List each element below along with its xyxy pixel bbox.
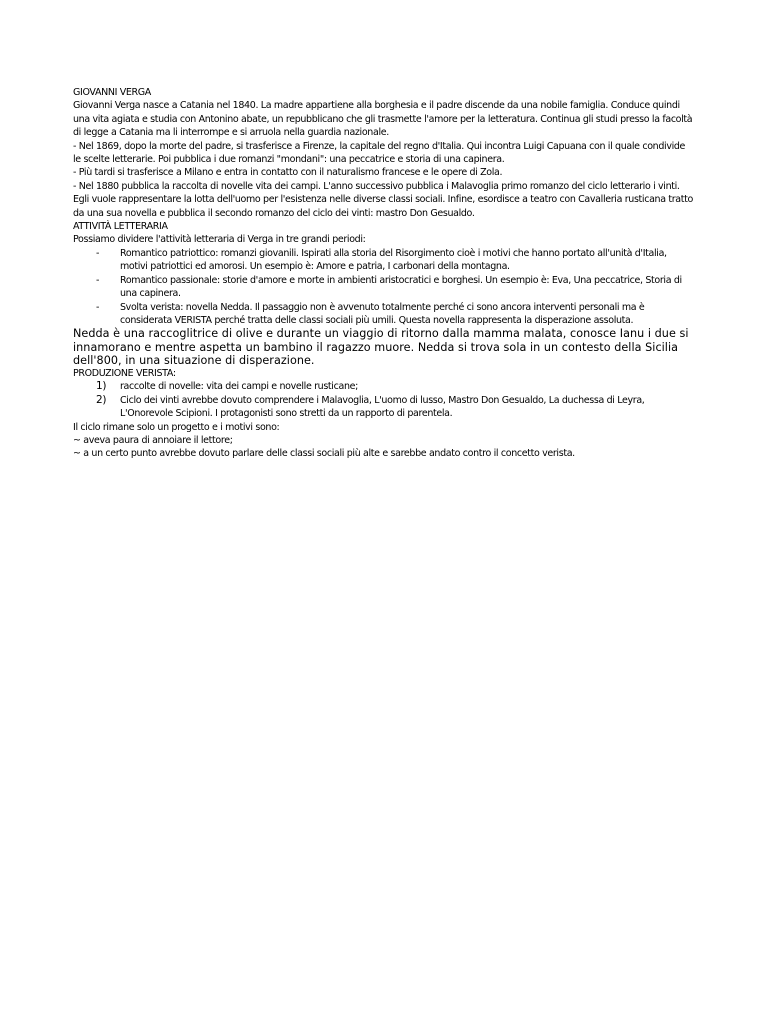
list-item [73, 380, 693, 393]
section-heading-activity: ATTIVITÀ LETTERARIA [73, 221, 168, 233]
number-marker: 2) [96, 393, 107, 406]
list-item [73, 301, 693, 328]
production-ciclo-vinti: Ciclo dei vinti avrebbe dovuto comprendere i Malavoglia, L'uomo di lusso, Mastro Don Gesualdo, La duchessa di Leyra, L'Onorevole Scipioni. I protagonisti sono stretti da un rapporto di parentela. [120, 394, 645, 420]
list-item [73, 247, 693, 274]
list-item [73, 394, 693, 421]
section-heading-production: PRODUZIONE VERISTA: [73, 367, 176, 379]
activity-intro: Possiamo dividere l'attività letteraria di Verga in tre grandi periodi: [73, 234, 366, 246]
doc-title: GIOVANNI VERGA [73, 87, 151, 98]
dash-marker: - [96, 301, 100, 313]
intro-paragraph: Giovanni Verga nasce a Catania nel 1840. La madre appartiene alla borghesia e il padre discende da una nobile famiglia. Conduce quindi una vita agiata e studia con Antonino abate, un repubblicano che gli trasmette l'amore per la letteratura. Continua gli studi presso la facoltà di legge a Catania ma li interrompe e si arruola nella guardia nazionale. [73, 100, 693, 139]
number-marker: 1) [96, 380, 107, 393]
nedda-summary: Nedda è una raccoglitrice di olive e durante un viaggio di ritorno dalla mamma malata, conosce Ianu i due si innamorano e mentre aspetta un bambino il ragazzo muore. Nedda si trova sola in un contesto della Sicilia dell'800, in una situazione di disperazione. [73, 327, 689, 367]
bio-paragraph-milan: - Più tardi si trasferisce a Milano e entra in contatto con il naturalismo francese e le opere di Zola. [73, 167, 503, 179]
bio-paragraph-florence: - Nel 1869, dopo la morte del padre, si trasferisce a Firenze, la capitale del regno d'Italia. Qui incontra Luigi Capuana con il quale condivide le scelte letterarie. Poi pubblica i due romanzi "mondani": una peccatrice e storia di una capinera. [73, 140, 686, 166]
period-verist-turn: Svolta verista: novella Nedda. Il passaggio non è avvenuto totalmente perché ci sono ancora interventi personali ma è considerata VERISTA perché tratta delle classi sociali più umili. Questa novella rappresenta la disperazione assoluta. [120, 301, 645, 326]
list-item [73, 274, 693, 301]
period-romantic-passionate: Romantico passionale: storie d'amore e morte in ambienti aristocratici e borghesi. Un esempio è: Eva, Una peccatrice, Storia di una capinera. [120, 274, 682, 300]
reason-upper-classes: ~ a un certo punto avrebbe dovuto parlare delle classi sociali più alte e sarebbe andato contro il concetto verista. [73, 448, 575, 460]
dash-marker: - [96, 274, 100, 286]
document-page [73, 86, 693, 461]
reason-boredom: ~ aveva paura di annoiare il lettore; [73, 434, 233, 446]
production-list [73, 380, 693, 420]
production-novelle: raccolte di novelle: vita dei campi e novelle rusticane; [120, 381, 358, 393]
cycle-note: Il ciclo rimane solo un progetto e i motivi sono: [73, 421, 280, 433]
periods-list [73, 247, 693, 327]
period-romantic-patriotic: Romantico patriottico: romanzi giovanili. Ispirati alla storia del Risorgimento cioè i motivi che hanno portato all'unità d'Italia, motivi patriottici ed amorosi. Un esempio è: Amore e patria, I carbonari della montagna. [120, 247, 667, 273]
dash-marker: - [96, 247, 100, 259]
bio-paragraph-1880: - Nel 1880 pubblica la raccolta di novelle vita dei campi. L'anno successivo pubblica i Malavoglia primo romanzo del ciclo letterario i vinti. Egli vuole rappresentare la lotta dell'uomo per l'esistenza nelle diverse classi sociali. Infine, esordisce a teatro con Cavalleria rusticana tratto da una sua novella e pubblica il secondo romanzo del ciclo dei vinti: mastro Don Gesualdo. [73, 180, 693, 219]
